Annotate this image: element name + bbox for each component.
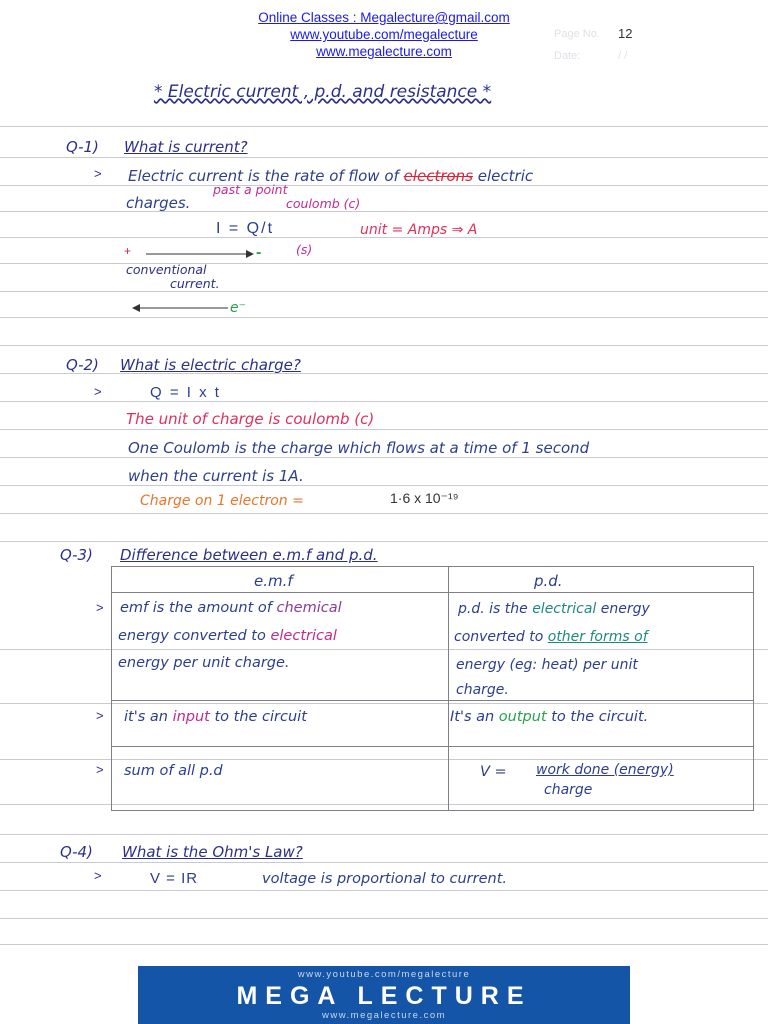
arrow-icon: >: [96, 762, 104, 777]
q3-number: Q-3): [60, 546, 93, 564]
pd-row1-text: p.d. is the: [458, 601, 528, 617]
pd-row3-denominator: charge: [544, 782, 593, 798]
footer-youtube: www.youtube.com/megalecture: [297, 969, 471, 980]
minus-sign: -: [256, 244, 262, 261]
emf-row1-line2: [118, 628, 337, 644]
footer-brand: MEGA LECTURE: [236, 982, 532, 1010]
pd-row2-output: output: [498, 709, 547, 725]
pd-row1-line2: [454, 629, 648, 645]
q1-formula: I = Q/t: [216, 220, 275, 237]
pd-row2-circuit: to the circuit.: [551, 709, 649, 725]
q2-electron-charge-value: 1·6 x 10⁻¹⁹: [390, 490, 459, 506]
pd-row3-numerator: work done (energy): [536, 762, 674, 778]
date-label: Date:: [554, 50, 581, 62]
table-header-row: [112, 567, 754, 593]
mega-lecture-banner[interactable]: [138, 966, 630, 1024]
q1-annotation-past: past a point: [213, 182, 288, 197]
q2-electron-charge-label: Charge on 1 electron =: [140, 493, 304, 509]
q1-question: What is current?: [124, 138, 248, 156]
electron-flow-arrow-icon: [132, 302, 232, 314]
website-link[interactable]: www.megalecture.com: [316, 44, 452, 59]
q1-struck-word: electrons: [403, 167, 473, 185]
q1-seconds: (s): [296, 242, 313, 257]
pd-row1-electrical: electrical: [532, 601, 597, 617]
q4-question: What is the Ohm's Law?: [122, 843, 303, 861]
q4-explanation: voltage is proportional to current.: [262, 871, 508, 887]
page-no-label: Page No.: [554, 28, 600, 40]
pd-row1-line3: energy (eg: heat) per unit: [456, 657, 638, 673]
pd-row1-line4: charge.: [456, 682, 509, 698]
q1-answer-text: Electric current is the rate of flow of: [128, 167, 399, 185]
plus-sign: +: [124, 244, 132, 258]
q1-annotation-coulomb: coulomb (c): [286, 196, 361, 211]
pd-row1-converted: converted to: [454, 629, 544, 645]
emf-row2: [124, 709, 307, 725]
emf-row1-line1: [120, 600, 342, 616]
q2-formula: Q = I x t: [150, 384, 221, 401]
emf-row3: sum of all p.d: [124, 763, 223, 779]
q2-line2: when the current is 1A.: [128, 467, 304, 485]
page-number: 12: [618, 26, 633, 41]
conventional-label: conventional: [126, 262, 207, 277]
arrow-icon: >: [94, 384, 102, 399]
page-title: * Electric current , p.d. and resistance *: [154, 82, 492, 102]
table-col1-header: e.m.f: [254, 572, 293, 590]
q1-unit: unit = Amps ⇒ A: [360, 222, 478, 238]
q1-answer-end: electric: [477, 167, 534, 185]
q2-question: What is electric charge?: [120, 356, 301, 374]
q2-number: Q-2): [66, 356, 99, 374]
q1-answer-line2: charges.: [126, 194, 191, 212]
q4-number: Q-4): [60, 843, 93, 861]
pd-row1-energy: energy: [600, 601, 650, 617]
emf-row1-electrical: electrical: [270, 628, 337, 644]
emf-row1-chemical: chemical: [276, 600, 342, 616]
q4-formula: V = IR: [150, 870, 199, 887]
email-link[interactable]: Online Classes : Megalecture@gmail.com: [258, 10, 510, 25]
electron-label: e⁻: [230, 300, 247, 316]
pd-row1-other-forms: other forms of: [547, 629, 648, 645]
youtube-link[interactable]: www.youtube.com/megalecture: [290, 27, 478, 42]
arrow-icon: >: [96, 708, 104, 723]
arrow-icon: >: [94, 166, 102, 181]
pd-row2: [450, 709, 648, 725]
arrow-icon: >: [96, 600, 104, 615]
current-label: current.: [170, 276, 220, 291]
pd-row1-line1: [458, 601, 650, 617]
q2-line1: One Coulomb is the charge which flows at a time of 1 second: [128, 439, 590, 457]
emf-row2-circuit: to the circuit: [214, 709, 307, 725]
q2-unit-line: The unit of charge is coulomb (c): [126, 410, 375, 428]
conventional-current-arrow-icon: [146, 248, 256, 260]
footer-website: www.megalecture.com: [321, 1010, 447, 1021]
emf-row1-text: emf is the amount of: [120, 600, 272, 616]
pd-row2-its: It's an: [450, 709, 495, 725]
emf-row1-text2: energy converted to: [118, 628, 266, 644]
page-number-box: [548, 24, 668, 70]
emf-row1-line3: energy per unit charge.: [118, 655, 290, 671]
emf-row2-its: it's an: [124, 709, 168, 725]
table-col2-header: p.d.: [534, 572, 563, 590]
arrow-icon: >: [94, 868, 102, 883]
q3-question: Difference between e.m.f and p.d.: [120, 546, 378, 564]
pd-row3-v: V =: [480, 764, 507, 780]
q1-number: Q-1): [66, 138, 99, 156]
emf-row2-input: input: [172, 709, 210, 725]
date-value: / /: [618, 50, 628, 62]
q1-answer-line1: [128, 167, 533, 185]
